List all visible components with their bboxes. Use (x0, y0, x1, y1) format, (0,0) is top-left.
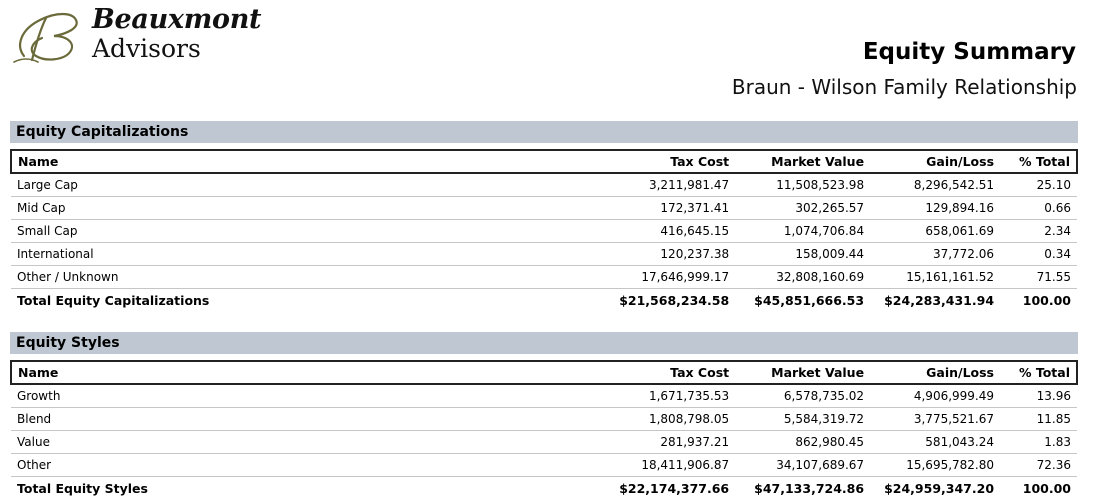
total-gain-loss: $24,283,431.94 (884, 292, 995, 308)
total-pct-total: 100.00 (1022, 480, 1071, 496)
tax-cost-cell: 18,411,906.87 (529, 454, 735, 477)
tax-cost-cell: 17,646,999.17 (530, 266, 736, 289)
column-header-name: Name (11, 150, 530, 173)
pct-total-cell: 72.36 (1000, 454, 1077, 477)
total-tax-cost: $21,568,234.58 (619, 292, 730, 308)
total-label: Total Equity Styles (17, 480, 148, 496)
row-name: Other / Unknown (11, 266, 530, 289)
table-row (11, 454, 1077, 477)
total-gain-loss: $24,959,347.20 (884, 480, 995, 496)
gain-loss-cell: 129,894.16 (870, 197, 1000, 220)
table-row (11, 220, 1077, 243)
column-header-name: Name (11, 361, 529, 384)
tax-cost-cell: 172,371.41 (530, 197, 736, 220)
row-name: Blend (11, 408, 529, 431)
pct-total-cell: 25.10 (1000, 173, 1077, 197)
pct-total-cell: 11.85 (1000, 408, 1077, 431)
column-header-tax-cost: Tax Cost (529, 361, 735, 384)
table-row (11, 431, 1077, 454)
row-name: Growth (11, 384, 529, 408)
pct-total-cell: 13.96 (1000, 384, 1077, 408)
gain-loss-cell: 658,061.69 (870, 220, 1000, 243)
monogram-b-icon (10, 6, 90, 66)
table-row (11, 266, 1077, 289)
column-header-tax-cost: Tax Cost (530, 150, 736, 173)
tax-cost-cell: 3,211,981.47 (530, 173, 736, 197)
market-value-cell: 862,980.45 (735, 431, 870, 454)
equity-styles-table (10, 360, 1078, 499)
column-header-market-value: Market Value (735, 361, 870, 384)
table-row (11, 408, 1077, 431)
column-header-pct-total: % Total (1000, 361, 1077, 384)
tax-cost-cell: 120,237.38 (530, 243, 736, 266)
gain-loss-cell: 8,296,542.51 (870, 173, 1000, 197)
gain-loss-cell: 581,043.24 (870, 431, 1000, 454)
row-name: Large Cap (11, 173, 530, 197)
equity-capitalizations-table (10, 149, 1078, 311)
pct-total-cell: 0.66 (1000, 197, 1077, 220)
pct-total-cell: 2.34 (1000, 220, 1077, 243)
market-value-cell: 5,584,319.72 (735, 408, 870, 431)
total-tax-cost: $22,174,377.66 (619, 480, 730, 496)
brand-name-line1: Beauxmont (92, 4, 262, 35)
section-header: Equity Styles (10, 332, 1078, 354)
row-name: Mid Cap (11, 197, 530, 220)
tax-cost-cell: 1,808,798.05 (529, 408, 735, 431)
table-header-row (11, 361, 1077, 384)
column-header-market-value: Market Value (735, 150, 870, 173)
column-header-gain-loss: Gain/Loss (870, 150, 1000, 173)
total-row (11, 289, 1077, 312)
tax-cost-cell: 416,645.15 (530, 220, 736, 243)
market-value-cell: 34,107,689.67 (735, 454, 870, 477)
brand-name-line2: Advisors (92, 34, 201, 63)
row-name: International (11, 243, 530, 266)
row-name: Other (11, 454, 529, 477)
total-pct-total: 100.00 (1022, 292, 1071, 308)
gain-loss-cell: 4,906,999.49 (870, 384, 1000, 408)
table-row (11, 173, 1077, 197)
row-name: Small Cap (11, 220, 530, 243)
brand-logo (10, 4, 262, 68)
table-row (11, 384, 1077, 408)
pct-total-cell: 0.34 (1000, 243, 1077, 266)
total-row (11, 477, 1077, 500)
gain-loss-cell: 3,775,521.67 (870, 408, 1000, 431)
tax-cost-cell: 281,937.21 (529, 431, 735, 454)
total-label: Total Equity Capitalizations (17, 292, 210, 308)
table-header-row (11, 150, 1077, 173)
market-value-cell: 302,265.57 (735, 197, 870, 220)
market-value-cell: 6,578,735.02 (735, 384, 870, 408)
report-title: Equity Summary (862, 39, 1076, 65)
market-value-cell: 158,009.44 (735, 243, 870, 266)
market-value-cell: 1,074,706.84 (735, 220, 870, 243)
gain-loss-cell: 15,161,161.52 (870, 266, 1000, 289)
table-row (11, 243, 1077, 266)
market-value-cell: 32,808,160.69 (735, 266, 870, 289)
table-row (11, 197, 1077, 220)
pct-total-cell: 1.83 (1000, 431, 1077, 454)
gain-loss-cell: 15,695,782.80 (870, 454, 1000, 477)
market-value-cell: 11,508,523.98 (735, 173, 870, 197)
column-header-pct-total: % Total (1000, 150, 1077, 173)
report-subtitle: Braun - Wilson Family Relationship (731, 75, 1077, 99)
total-market-value: $47,133,724.86 (754, 480, 865, 496)
total-market-value: $45,851,666.53 (754, 292, 865, 308)
gain-loss-cell: 37,772.06 (870, 243, 1000, 266)
pct-total-cell: 71.55 (1000, 266, 1077, 289)
tax-cost-cell: 1,671,735.53 (529, 384, 735, 408)
section-equity-styles (10, 332, 1078, 499)
section-equity-capitalizations (10, 121, 1078, 311)
section-header: Equity Capitalizations (10, 121, 1078, 143)
column-header-gain-loss: Gain/Loss (870, 361, 1000, 384)
row-name: Value (11, 431, 529, 454)
